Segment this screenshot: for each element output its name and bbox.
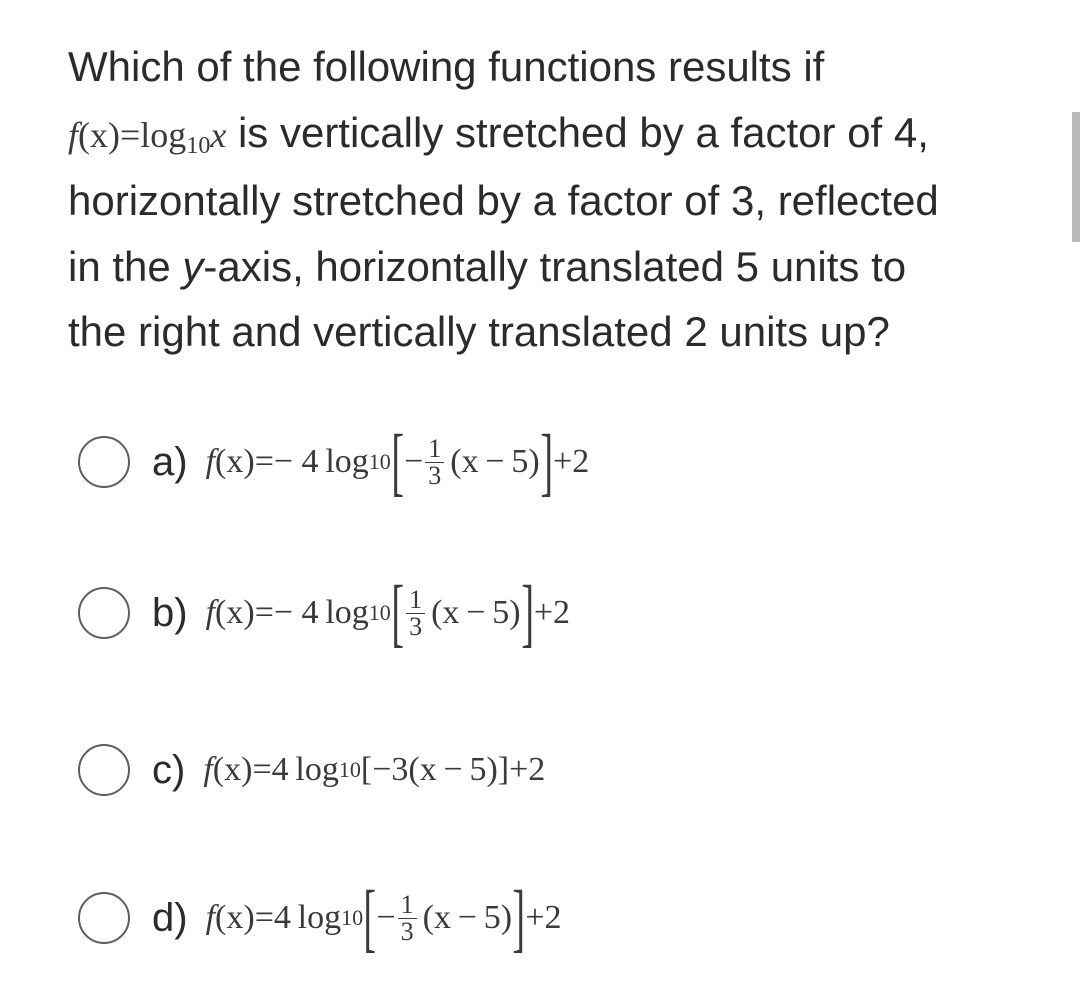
option-d-formula: f (x) =4 log 10 [ − $\frac{1}{3}$ (x − 5) ] +2 bbox=[205, 876, 562, 960]
question-line-1: Which of the following functions results if bbox=[68, 43, 825, 90]
option-b[interactable] bbox=[78, 571, 571, 655]
option-c[interactable] bbox=[78, 740, 545, 800]
fraction: $\frac{1}{3}$ bbox=[398, 892, 417, 945]
right-bracket: ] bbox=[520, 571, 534, 655]
option-d-letter: d) bbox=[152, 895, 188, 940]
right-bracket: ] bbox=[512, 876, 526, 960]
option-a-letter: a) bbox=[152, 439, 188, 484]
option-c-formula: f (x) =4 log 10 [−3(x − 5)]+2 bbox=[203, 751, 546, 788]
option-b-formula: f (x) =− 4 log 10 [ $\frac{1}{3}$ (x − 5) ] +2 bbox=[205, 571, 571, 655]
option-c-letter: c) bbox=[152, 747, 186, 792]
option-d[interactable] bbox=[78, 876, 562, 960]
scrollbar-thumb[interactable] bbox=[1072, 112, 1080, 242]
option-a-radio[interactable] bbox=[78, 436, 130, 488]
left-bracket: [ bbox=[363, 876, 377, 960]
right-bracket: ] bbox=[540, 420, 553, 504]
fraction: $\frac{1}{3}$ bbox=[425, 436, 444, 489]
question-line-2: $f(x)=\log_{10}x$ is vertically stretched by a factor of 4, bbox=[68, 108, 929, 159]
question-line-3: horizontally stretched by a factor of 3, reflected bbox=[68, 177, 939, 224]
left-bracket: [ bbox=[391, 571, 404, 655]
option-b-letter: b) bbox=[152, 590, 188, 635]
option-a-formula: f (x) =− 4 log 10 [ − $\frac{1}{3}$ (x − 5) ] +2 bbox=[205, 420, 590, 504]
question-line-5: the right and vertically translated 2 units up? bbox=[68, 308, 890, 355]
question-line-4: in the y-axis, horizontally translated 5 units to bbox=[68, 242, 907, 290]
fraction: $\frac{1}{3}$ bbox=[406, 587, 425, 640]
left-bracket: [ bbox=[391, 420, 404, 504]
option-a[interactable] bbox=[78, 420, 590, 504]
option-c-radio[interactable] bbox=[78, 744, 130, 796]
option-b-radio[interactable] bbox=[78, 587, 130, 639]
option-d-radio[interactable] bbox=[78, 892, 130, 944]
question-text bbox=[68, 34, 1058, 365]
question-function: $f(x)=\log_{10}x$ bbox=[68, 114, 227, 159]
